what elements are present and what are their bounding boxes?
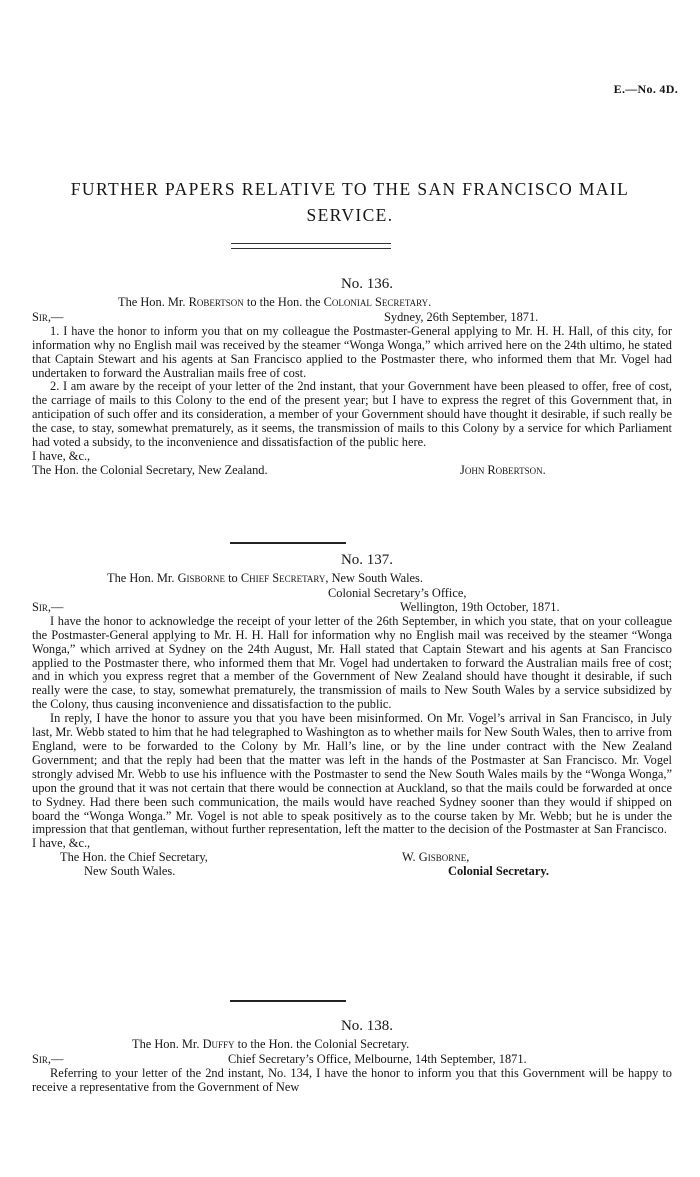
letter-138	[32, 1020, 672, 1095]
paragraph: 2. I am aware by the receipt of your letter of the 2nd instant, that your Government have been pleased to offer, free of cost, the carriage of mails to this Colony to the end of the present year; but I have to express the regret of this Government that, in anticipation of such offer and its consideration, a member of your Government should have thought it desirable, if such really be the case, to stay, somewhat prematurely, as it seems, the transmission of mails to this Colony by a service for which Parliament had voted a subsidy, to the inconvenience and dissatisfaction of the public here.	[32, 379, 672, 450]
heading-mid: to the Hon. the Colonial Secretary.	[234, 1036, 410, 1051]
letter-number: No. 137.	[340, 552, 394, 568]
letter-number: No. 138.	[340, 1018, 394, 1034]
salutation: Sir,—	[32, 309, 64, 324]
place-date: Chief Secretary’s Office, Melbourne, 14th September, 1871.	[228, 1051, 527, 1066]
paragraph: 1. I have the honor to inform you that on my colleague the Postmaster-General applying to Mr. H. H. Hall, of this city, for information why no English mail was received by the steamer “Wonga Wonga,” which arrived here on the 24th ultimo, he stated that Captain Stewart and his agents at San Francisco applied to the Postmaster there, who informed them that Mr. Vogel had undertaken to forward the Australian mails free of cost.	[32, 323, 672, 380]
closing: I have, &c.,	[32, 448, 91, 463]
signature-title: Colonial Secretary.	[448, 864, 549, 879]
heading-sender: Robertson	[188, 294, 244, 309]
letter-heading	[32, 296, 672, 310]
heading-sender: Duffy	[202, 1036, 235, 1051]
signature: John Robertson.	[460, 462, 546, 477]
heading-prefix: The Hon. Mr.	[107, 570, 178, 585]
paragraph: In reply, I have the honor to assure you that you have been misinformed. On Mr. Vogel’s arrival in San Francisco, in July last, Mr. Webb stated to him that he had telegraphed to Washington as to whether mails for New South Wales, then to arrive from England, were to be forwarded to the Colony by Mr. Hall’s line, or by the line under contract with the New Zealand Government; and that the reply had been that the matter was left in the hands of the Postmaster at San Francisco. Mr. Vogel strongly advised Mr. Webb to use his influence with the Postmaster to send the New South Wales mails by the “Wonga Wonga,” upon the ground that it was not certain that there would be connection at Auckland, so that the mails could be forwarded at once to Sydney. Had there been such communication, the mails would have reached Sydney sooner than they would if shipped on board the “Wonga Wonga.” Mr. Vogel is not able to speak positively as to the course taken by Mr. Webb; but he is under the impression that that gentleman, without further representation, left the matter to the decision of the Postmaster at San Francisco.	[32, 711, 672, 837]
section-divider	[230, 1000, 346, 1002]
title-rule	[231, 243, 391, 249]
letter-137	[32, 554, 672, 879]
heading-mid: to the Hon. the	[243, 294, 324, 309]
salutation: Sir,—	[32, 599, 64, 614]
signature: W. Gisborne,	[402, 850, 470, 865]
place-date: Wellington, 19th October, 1871.	[400, 599, 560, 614]
letter-heading	[32, 1038, 672, 1052]
paragraph: I have the honor to acknowledge the receipt of your letter of the 26th September, in which you state, that on your colleague the Postmaster-General applying to Mr. H. H. Hall for information why no English mail was received by the steamer “Wonga Wonga,” which arrived at Sydney on the 24th August, Mr. Hall stated that Captain Stewart and his agents at San Francisco applied to the Postmaster there, who informed them that Mr. Vogel had undertaken to forward the Australian mails free of cost; and in which you express regret that a member of the Government of New Zealand should have thought it desirable, if such really were the case, to stay, somewhat prematurely, the transmission of mails to New South Wales by a service subsidized by the Colony, thus causing inconvenience and dissatisfaction to the public.	[32, 613, 672, 712]
heading-prefix: The Hon. Mr.	[132, 1036, 203, 1051]
heading-recipient: Chief Secretary	[240, 570, 326, 585]
paragraph: Referring to your letter of the 2nd instant, No. 134, I have the honor to inform you that this Government will be happy to receive a representative from the Government of New	[32, 1065, 672, 1094]
letter-number: No. 136.	[340, 276, 394, 292]
heading-suffix: .	[428, 294, 432, 309]
office: Colonial Secretary’s Office,	[328, 585, 467, 600]
heading-recipient: Colonial Secretary	[323, 294, 429, 309]
page-reference: E.—No. 4D.	[613, 82, 678, 96]
addressee-line-1: The Hon. the Chief Secretary,	[60, 850, 208, 865]
heading-suffix: , New South Wales.	[325, 570, 423, 585]
document-title: FURTHER PAPERS RELATIVE TO THE SAN FRANCISCO MAIL SERVICE.	[70, 179, 630, 225]
salutation: Sir,—	[32, 1051, 64, 1066]
letter-heading	[32, 572, 672, 586]
letter-136	[32, 278, 672, 478]
heading-sender: Gisborne	[177, 570, 226, 585]
section-divider	[230, 542, 346, 544]
heading-prefix: The Hon. Mr.	[118, 294, 189, 309]
heading-mid: to	[225, 570, 241, 585]
addressee: The Hon. the Colonial Secretary, New Zealand.	[32, 462, 268, 477]
addressee-line-2: New South Wales.	[84, 864, 176, 879]
place-date: Sydney, 26th September, 1871.	[384, 309, 539, 324]
closing: I have, &c.,	[32, 836, 91, 851]
